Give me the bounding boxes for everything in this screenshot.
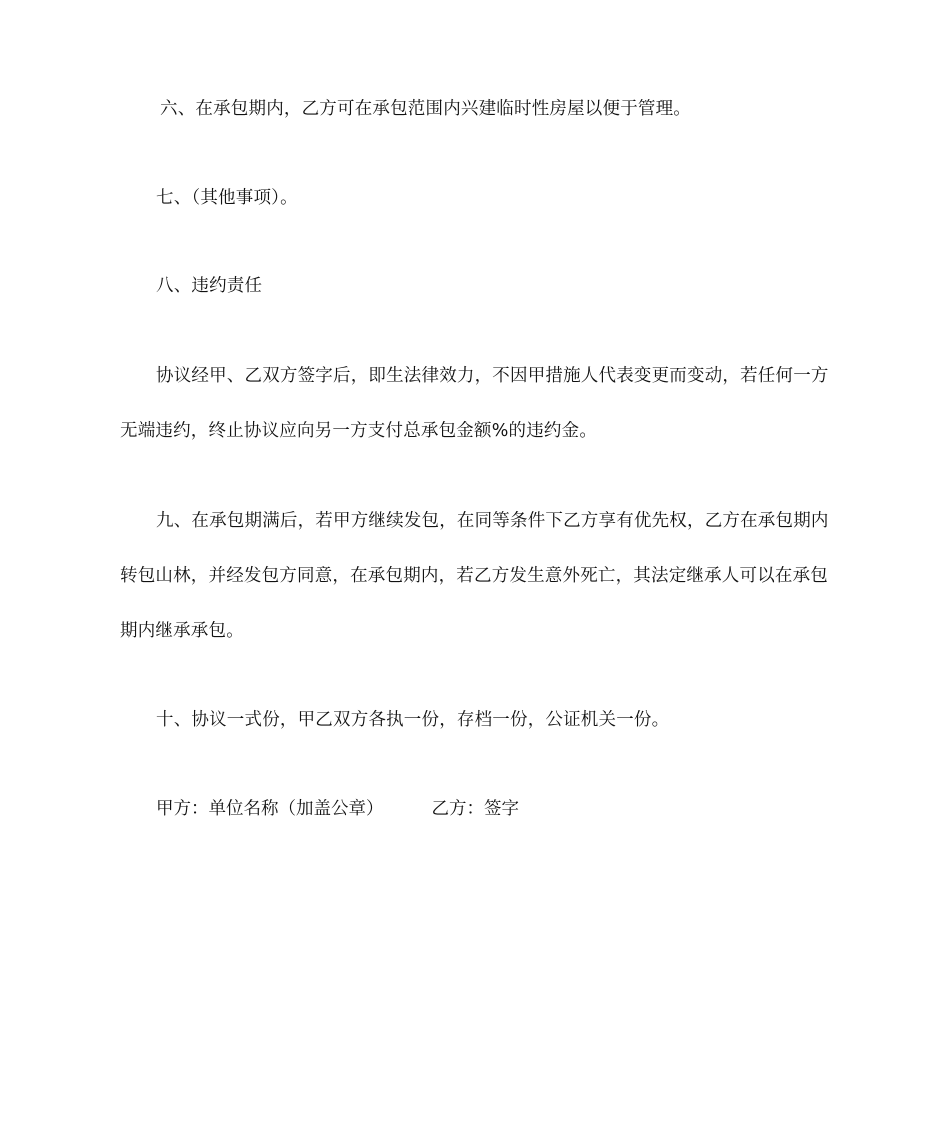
- clause-6: 六、在承包期内，乙方可在承包范围内兴建临时性房屋以便于管理。: [160, 99, 691, 119]
- clause-8-body: 协议经甲、乙双方签字后，即生法律效力，不因甲措施人代表变更而变动，若任何一方无端违约，终止协议应向另一方支付总承包金额%的违约金。: [120, 366, 829, 441]
- clause-9: 九、在承包期满后，若甲方继续发包，在同等条件下乙方享有优先权，乙方在承包期内转包山林，并经发包方同意，在承包期内，若乙方发生意外死亡，其法定继承人可以在承包期内继承承包。: [120, 511, 829, 641]
- party-a-signature: 甲方：单位名称（加盖公章）: [156, 799, 384, 819]
- clause-8-title: 八、违约责任: [156, 276, 263, 296]
- clause-7: 七、（其他事项）。: [156, 188, 298, 208]
- clause-10: 十、协议一式份，甲乙双方各执一份，存档一份，公证机关一份。: [156, 710, 670, 730]
- party-b-signature: 乙方：签字: [431, 799, 519, 819]
- signature-line: [156, 782, 519, 837]
